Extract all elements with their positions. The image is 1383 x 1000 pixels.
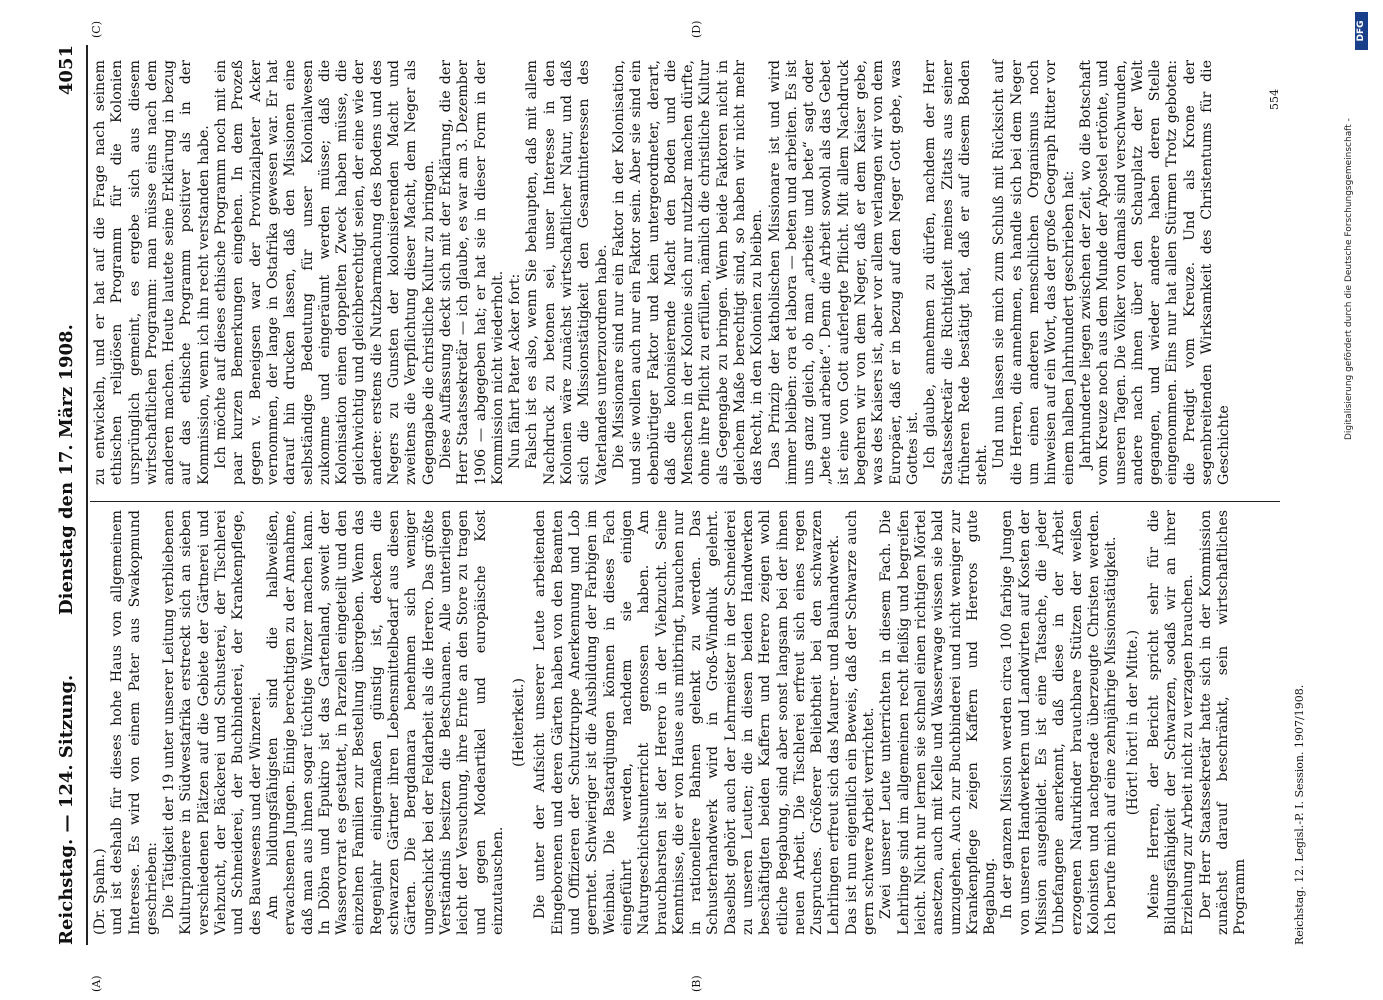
header-date: Dienstag den 17. März 1908.: [56, 324, 77, 615]
header-left: Reichstag. — 124. Sitzung.: [56, 674, 77, 945]
quote-paragraph: Am bildungsfähigsten sind die halbweißen, erwachsenen Jungen. Einige berechtigen zu der Annahme, daß man aus ihnen sogar tüchtige Winzer machen kann. In Döbra und Epukiro ist das Gartenland, soweit der Wasservorrat es gestattet, in Parzellen eingeteilt und den einzelnen Familien zur Bestellung übergeben. Wenn das Regenjahr einigermaßen günstig ist, decken die schwarzen Gärtner ihren Lebensmittelbedarf aus diesen Gärten. Die Bergdamara benehmen sich weniger ungeschickt bei der Feldarbeit als die Herero. Das größte Verständnis besitzen die Betschuanen. Alle unterliegen leicht der Versuchung, ihre Ernte an den Store zu tragen und gegen Modeartikel und europäische Kost einzutauschen.: [264, 510, 506, 935]
footer-session: Reichstag. 12. Legisl.-P. I. Session. 1907/1908.: [1293, 684, 1306, 945]
column-rule: [90, 501, 1280, 502]
interjection-laughter: (Heiterkeit.): [511, 678, 528, 767]
quote-paragraph: In der ganzen Mission werden circa 100 farbige Jungen von unseren Handwerkern und Landwirten auf Kosten der Mission ausgebildet. Es ist eine Tatsache, die jeder Unbefangene anerkennt, daß diese in der Arbeit erzogenen Naturkinder brauchbare Stützen der weißen Kolonisten und nachgerade überzeugte Christen werden. Ich berufe mich auf eine zehnjährige Missionstätigkeit.: [999, 510, 1120, 935]
margin-marker-d: (D): [690, 20, 703, 38]
paragraph: Der Herr Staatssekretär hatte sich in der Kommission zunächst darauf beschränkt, sein wirtschaftliches Programm: [1197, 510, 1249, 935]
paragraph: Nun fährt Pater Acker fort:: [507, 273, 524, 469]
dfg-logo: DFG: [1355, 12, 1368, 50]
digitization-note: Digitalisierung gefördert durch die Deutsche Forschungsgemeinschaft -: [1344, 118, 1354, 440]
header-rule: [86, 45, 88, 945]
speaker-label: (Dr. Spahn.): [92, 848, 108, 935]
paragraph: Ich möchte auf dieses ethische Programm noch mit ein paar kurzen Bemerkungen eingehen. In dem Prozeß gegen v. Beneigsen war der Provinzialpater Acker vernommen, der lange in Ostafrika gewesen war. Er hat darauf hin drucken lassen, daß den Missionen eine selbständige Bedeutung für unser Kolonialwesen zukomme und eingeräumt werden müsse; daß die Kolonisation einen doppelten Zweck haben müsse, die gleichwichtig und gleichberechtigt seien, der eine wie der andere: erstens die Nutzbarmachung des Bodens und des Negers zu Gunsten der kolonisierenden Macht und zweitens die Verpflichtung dieser Macht, dem Neger als Gegengabe die christliche Kultur zu bringen.: [213, 60, 437, 485]
page-number: 4051: [56, 45, 77, 96]
paragraph: Diese Auffassung deckt sich mit der Erklärung, die der Herr Staatssekretär — ich glaube, es war am 3. Dezember 1906 — abgegeben hat; er hat sie in dieser Form in der Kommission nicht wiederholt.: [437, 60, 506, 485]
quote-paragraph: Die Missionare sind nur ein Faktor in der Kolonisation, und sie wollen auch nur ein Faktor sein. Aber sie sind ein ebenbürtiger Faktor und kein untergeordneter, derart, daß die kolonisierende Macht den Boden und die Menschen in der Kolonie sich nur nutzbar machen dürfte, ohne ihre Pflicht zu erfüllen, nämlich die christliche Kultur als Gegengabe zu bringen. Wenn beide Faktoren nicht in gleichem Maße berechtigt sind, so haben wir nicht mehr das Recht, in den Kolonien zu bleiben.: [610, 60, 766, 485]
paragraph: Und nun lassen sie mich zum Schluß mit Rücksicht auf die Herren, die annehmen, es handle sich bei dem Neger um einen anderen menschlichen Organismus noch hinweisen auf ein Wort, das der große Geograph Ritter vor einem halben Jahrhundert geschrieben hat:: [991, 60, 1077, 485]
text-column-right: [92, 60, 1234, 485]
quote-paragraph: Zwei unserer Leute unterrichten in diesem Fach. Die Lehrlinge sind im allgemeinen recht fleißig und begreifen leicht. Nicht nur lernen sie schnell einen richtigen Mörtel ansetzen, auch mit Kelle und Wasserwage wissen sie bald umzugehen. Auch zur Buchbinderei und nicht weniger zur Krankenpflege zeigen Kaffern und Hereros gute Begabung.: [878, 510, 999, 935]
quote-paragraph: Das Prinzip der katholischen Missionare ist und wird immer bleiben: ora et labora — beten und arbeiten. Es ist uns ganz gleich, ob man „arbeite und bete“ sagt oder „bete und arbeite“. Denn die Arbeit sowohl als das Gebet ist eine von Gott auferlegte Pflicht. Mit allem Nachdruck begehren wir von dem Neger, daß er dem Kaiser gebe, was des Kaisers ist, aber vor allem verlangen wir von dem Europäer, daß er in bezug auf den Neger Gott gebe, was Gottes ist.: [766, 60, 921, 485]
paragraph: zu entwickeln, und er hat auf die Frage nach seinem ethischen religiösen Programm für die Kolonien ursprünglich gemeint, es ergebe sich aus diesem wirtschaftlichen Programm: man müsse eins nach dem anderen machen. Heute lautete seine Erklärung in bezug auf das ethische Programm positiver als in der Kommission, wenn ich ihn recht verstanden habe.: [92, 60, 212, 485]
quote-paragraph: Die Tätigkeit der 19 unter unserer Leitung verbliebenen Kulturpioniere in Südwestafrika erstreckt sich an sieben verschiedenen Plätzen auf die Gebiete der Gärtnerei und Viehzucht, der Bäckerei und Schusterei, der Tischlerei und Schneiderei, der Buchbinderei, der Krankenpflege, des Bauwesens und der Winzerei.: [161, 510, 264, 935]
interjection-hear: (Hört! hört! in der Mitte.): [1124, 629, 1141, 816]
margin-marker-b: (B): [690, 975, 703, 992]
page-header: [50, 45, 84, 945]
margin-marker-c: (C): [90, 21, 103, 38]
paragraph: Ich glaube, annehmen zu dürfen, nachdem der Herr Staatssekretär die Richtigkeit meines Zitats aus seiner früheren Rede bestätigt hat, daß er auf diesem Boden steht.: [922, 60, 991, 485]
margin-marker-a: (A): [90, 975, 103, 992]
text-column-left: [92, 510, 1250, 935]
quote-paragraph: Jahrhunderte liegen zwischen der Zeit, wo die Botschaft vom Kreuze noch aus dem Munde der Apostel ertönte, und unseren Tagen. Die Völker von damals sind verschwunden, andere nach ihnen über den Schauplatz der Welt gegangen, und wieder andere haben deren Stelle eingenommen. Eins nur hat allen Stürmen Trotz geboten: die Predigt vom Kreuze. Und als Krone der segenbreitenden Wirksamkeit des Christentums für die Geschichte: [1077, 60, 1233, 485]
quote-paragraph: Die unter der Aufsicht unserer Leute arbeitenden Eingeborenen und deren Gärten haben von den Beamten und Offizieren der Schutztruppe Anerkennung und Lob geerntet. Schwieriger ist die Ausbildung der Farbigen im Weinbau. Die Bastardjungen können in dieses Fach eingeführt werden, nachdem sie einigen Naturgeschichtsunterricht genossen haben. Am brauchbarsten ist der Herero in der Viehzucht. Seine Kenntnisse, die er von Hause aus mitbringt, brauchen nur in rationellere Bahnen gelenkt zu werden. Das Schusterhandwerk wird in Groß-Windhuk gelehrt. Daselbst gehört auch der Lehrmeister in der Schneiderei zu unseren Leuten; die in diesen beiden Handwerken beschäftigten beiden Kaffern und Herero zeigen wohl etliche Begabung, sind aber sonst langsam bei der ihnen neuen Arbeit. Die Tischlerei erfreut sich eines regen Zuspruches. Größerer Beliebtheit bei den schwarzen Lehrlingen erfreut sich das Maurer- und Bauhandwerk.: [532, 510, 843, 935]
paragraph: und ist deshalb für dieses hohe Haus von allgemeinem Interesse. Es wird von einem Pater aus Swakopmund geschrieben:: [109, 510, 160, 935]
quote-paragraph: Falsch ist es also, wenn Sie behaupten, daß mit allem Nachdruck zu betonen sei, unser Interesse in den Kolonien wäre zunächst wirtschaftlicher Natur, und daß sich die Missionstätigkeit den Gesamtinteressen des Vaterlandes unterzuordnen habe.: [524, 60, 610, 485]
footer-sheet-number: 554: [1268, 89, 1281, 110]
paragraph: Meine Herren, der Bericht spricht sehr für die Bildungsfähigkeit der Schwarzen, sodaß wir an ihrer Erziehung zur Arbeit nicht zu verzagen brauchen.: [1145, 510, 1197, 935]
paragraph: Das ist nun eigentlich ein Beweis, daß der Schwarze auch gern schwere Arbeit verrichtet.: [843, 510, 878, 935]
